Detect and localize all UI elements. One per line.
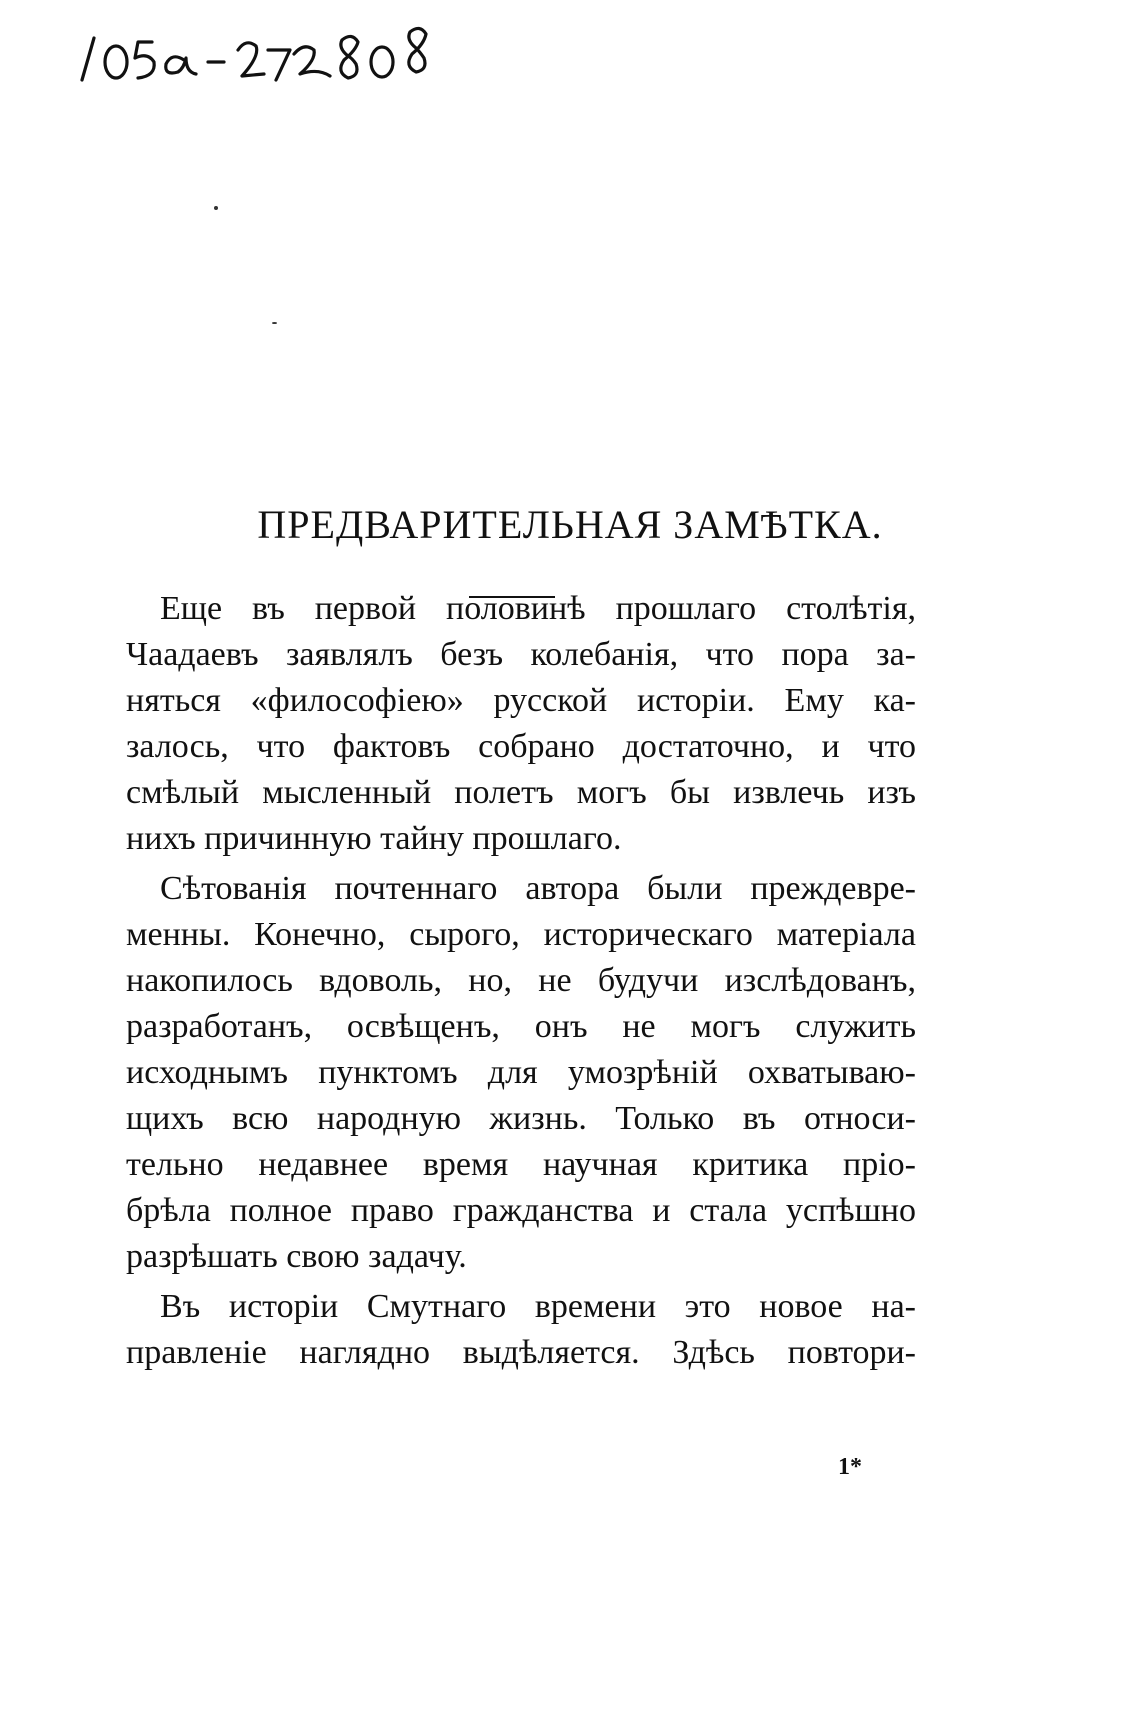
print-speck <box>272 322 277 324</box>
text-line: разработанъ, освѣщенъ, онъ не могъ служить <box>126 1008 916 1045</box>
text-line: Сѣтованія почтеннаго автора были преждевре- <box>160 870 916 907</box>
text-line: исходнымъ пунктомъ для умозрѣній охватываю- <box>126 1054 916 1091</box>
text-line: правленіе наглядно выдѣляется. Здѣсь повтори- <box>126 1334 916 1371</box>
text-line: Еще въ первой половинѣ прошлаго столѣтія, <box>160 590 916 627</box>
text-line: Чаадаевъ заявлялъ безъ колебанія, что пора за- <box>126 636 916 673</box>
print-speck <box>214 206 218 210</box>
text-line: нихъ причинную тайну прошлаго. <box>126 820 622 857</box>
text-line: щихъ всю народную жизнь. Только въ относи- <box>126 1100 916 1137</box>
text-line: менны. Конечно, сырого, историческаго матеріала <box>126 916 916 953</box>
text-line: Въ исторіи Смутнаго времени это новое на- <box>160 1288 916 1325</box>
text-line: смѣлый мысленный полетъ могъ бы извлечь изъ <box>126 774 916 811</box>
text-line: няться «философіею» русской исторіи. Ему ка- <box>126 682 916 719</box>
text-line: разрѣшать свою задачу. <box>126 1238 467 1275</box>
text-line: накопилось вдоволь, но, не будучи изслѣдованъ, <box>126 962 916 999</box>
text-line: залось, что фактовъ собрано достаточно, и что <box>126 728 916 765</box>
text-line: тельно недавнее время научная критика пріо- <box>126 1146 916 1183</box>
handwritten-archive-mark <box>72 20 492 90</box>
text-line: брѣла полное право гражданства и стала успѣшно <box>126 1192 916 1229</box>
page-title: ПРЕДВАРИТЕЛЬНАЯ ЗАМѢТКА. <box>257 502 883 547</box>
signature-mark: 1* <box>838 1454 862 1480</box>
